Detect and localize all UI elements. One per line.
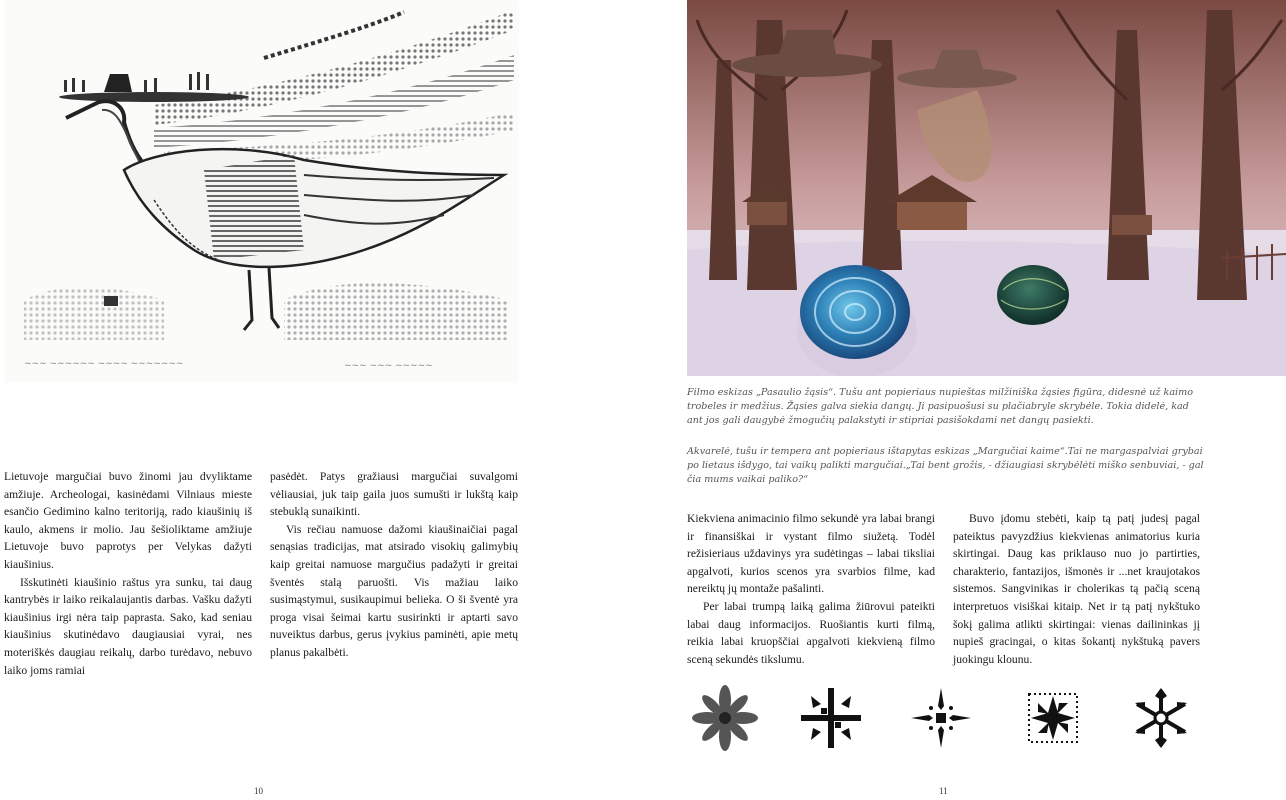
village-eggs-painting	[687, 0, 1286, 376]
page-number-right: 11	[939, 786, 948, 796]
left-page-column-1	[4, 468, 252, 679]
star-cross-motif-icon	[906, 682, 976, 754]
paragraph: Buvo įdomu stebėti, kaip tą patį judesį pagal pateiktus pavyzdžius kiekvienas animatorius kuria skirtingai. Daug kas priklauso nuo jo partirties, charakterio, fantazijos, išmonės ir ...net kraujotakos sistemos. Sangvinikas ir cholerikas tą pačią sceną interpretuos visiškai kitaip. Net ir tą patį nykštuko šokį galima atlikti skirtingai: vienas dailininkas jį nupieš gracingai, o kitas šokantį nykštuką pavers juokingu klounu.	[953, 512, 1200, 666]
image-caption-goose: Filmo eskizas „Pasaulio žąsis“. Tušu ant popieriaus nupieštas milžiniška žąsies figūra, didesnė už kaimo trobeles ir medžius. Žąsies galva siekia dangų. Ji pasipuošusi su plačiabryle skrybėle. Tokia didelė, kad ant jos gali daugybė žmogučių palakstyti ir stipriai pasišokdami net dangų pasiekti.	[687, 387, 1193, 426]
flower-motif-icon	[690, 682, 760, 754]
right-page-column-1	[687, 510, 935, 668]
cross-leaf-motif-icon	[796, 682, 866, 754]
paragraph: Vis rečiau namuose dažomi kiaušinaičiai pagal senąsias tradicijas, mat atsirado visokių galimybių kaip greitai namuose margučius padažyti ir greitai šventės stalą paruošti. Vis mažiau laiko susimąstymui, susikaupimui belieka. O ši šventė yra proga visai šeimai kartu susirinkti ir aptarti savo nuveiktus darbus, gerus įvykius paminėti, apie metų planus pakalbėti.	[270, 522, 518, 659]
right-page-column-2	[953, 510, 1200, 668]
diamond-star-motif-icon	[1018, 682, 1088, 754]
goose-ink-illustration	[4, 0, 519, 383]
paragraph: Kiekviena animacinio filmo sekundė yra labai brangi ir finansiškai ir vystant filmo siužetą. Todėl režisieriaus uždavinys yra sudėtingas – labai tiksliai apgalvoti, kurios scenos yra svarbios filme, kad nereiktų jų montaže pašalinti.	[687, 512, 935, 596]
image-caption-eggs: Akvarelė, tušu ir tempera ant popieriaus ištapytas eskizas „Margučiai kaime“.Tai ne margaspalviai grybai po lietaus išdygo, tai vaikų palikti margučiai.„Tai bent grožis, - džiaugiasi skrybėlėti miško senbuviai, - gal čia mums vaikai paliko?“	[687, 446, 1204, 485]
paragraph: pasėdėt. Patys gražiausi margučiai suvalgomi vėliausiai, juk taip gaila juos sumušti ir lukštą kaip stebuklą sunaikinti.	[270, 470, 518, 519]
page-number-left: 10	[254, 786, 263, 796]
paragraph: Išskutinėti kiaušinio raštus yra sunku, tai daug kantrybės ir laiko reikalaujantis darbas. Vašku dažyti kiaušinius irgi nėra taip paprasta. Sako, kad seniau kiaušinius skutinėdavo daugiausiai vyrai, nes moteriškės daugiau reikalų, darbo turėdavo, nebuvo laiko joms ramiai	[4, 575, 252, 677]
left-page-column-2	[270, 468, 518, 662]
paragraph: Per labai trumpą laiką galima žiūrovui pateikti labai daug informacijos. Ruošiantis kurti filmą, reikia labai kruopščiai apgalvoti kiekvieną filmo sceną sekundės tikslumu.	[687, 599, 935, 666]
svg-text:~~~ ~~~~~~ ~~~~ ~~~~~~~: ~~~ ~~~~~~ ~~~~ ~~~~~~~	[24, 359, 184, 369]
snowflake-motif-icon	[1126, 682, 1196, 754]
svg-text:~~~ ~~~ ~~~~~: ~~~ ~~~ ~~~~~	[344, 361, 433, 371]
paragraph: Lietuvoje margučiai buvo žinomi jau dvyliktame amžiuje. Archeologai, kasinėdami Vilniaus mieste esančio Gedimino kalno teritoriją, rado kiaušinių iš kaulo, akmens ir molio. Jau šešioliktame amžiuje Lietuvoje buvo paprotys per Velykas dažyti kiaušinius.	[4, 470, 252, 571]
